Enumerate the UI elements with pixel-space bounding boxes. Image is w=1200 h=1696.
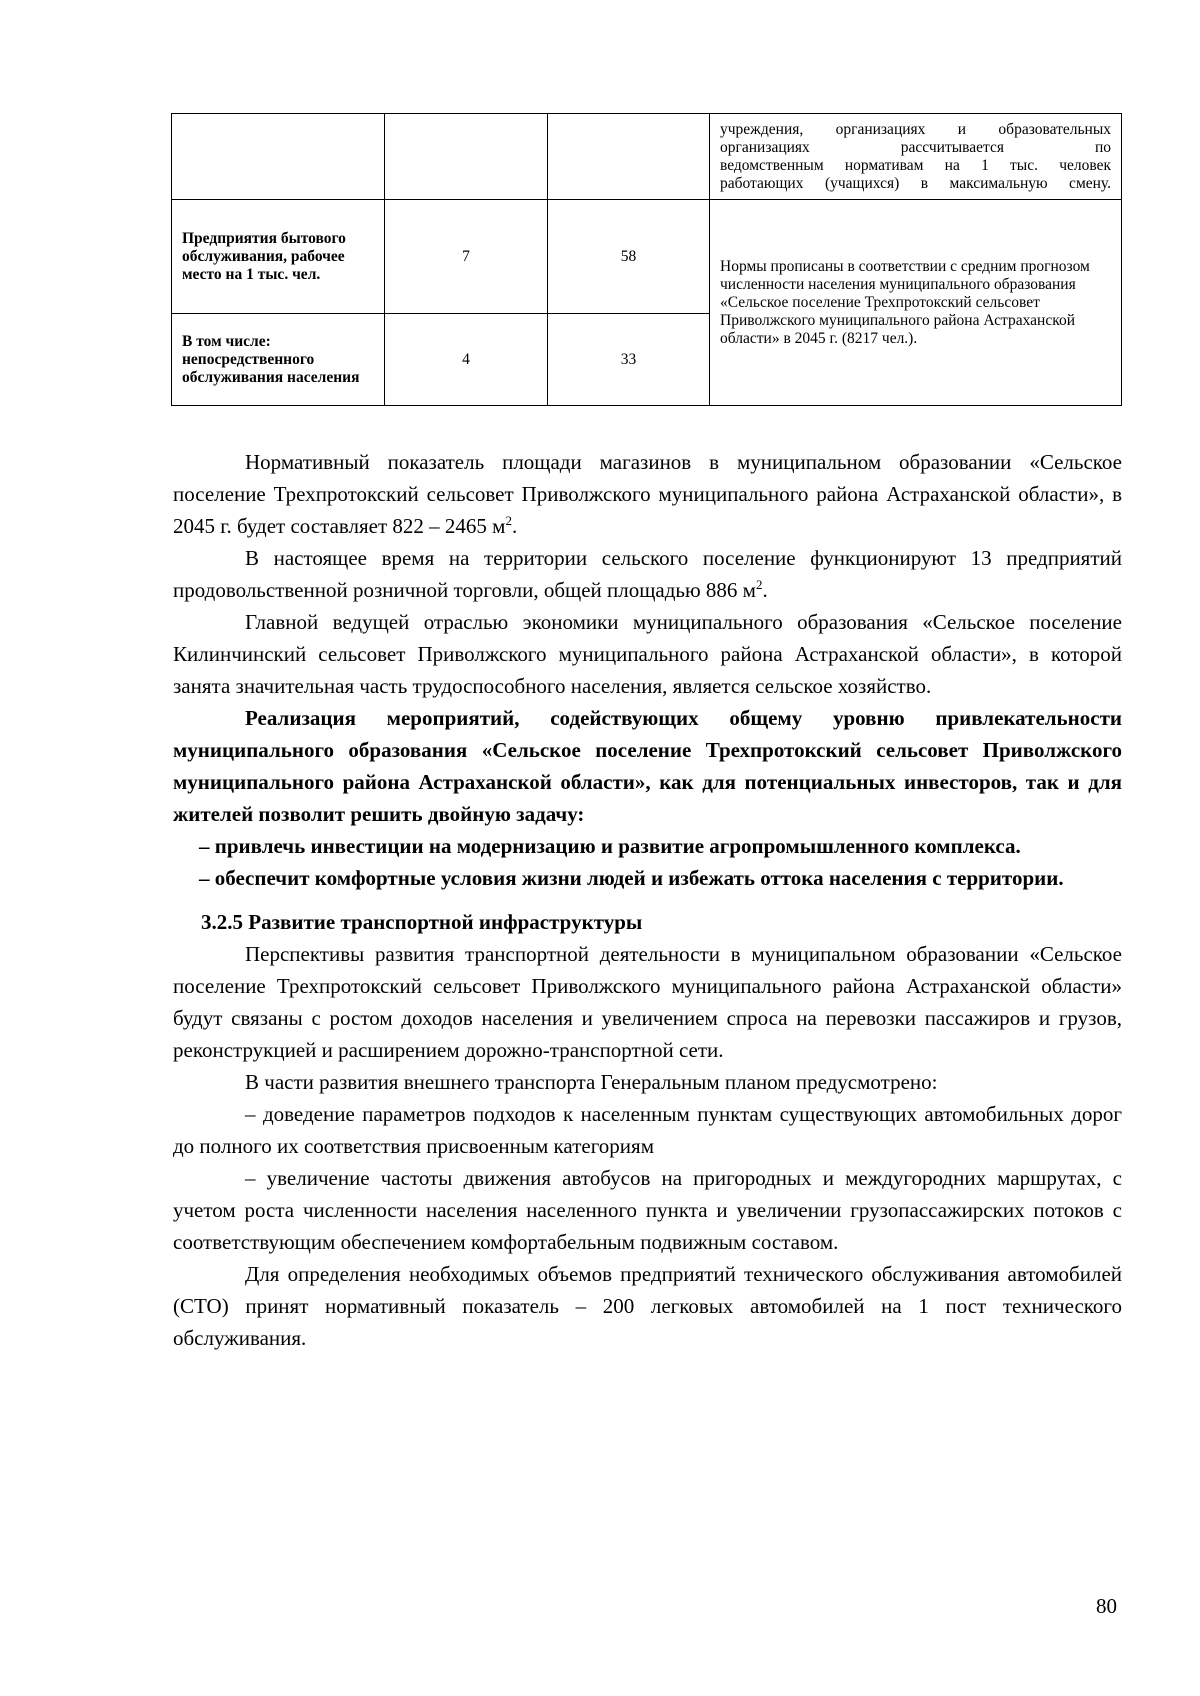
services-table	[171, 113, 1122, 406]
document-body	[173, 446, 1122, 1354]
table-cell-empty	[385, 114, 548, 200]
table-cell-empty	[172, 114, 385, 200]
table-cell-service-name: В том числе: непосредственного обслуживания населения	[172, 314, 385, 406]
superscript: 2	[505, 513, 512, 528]
list-item: – увеличение частоты движения автобусов на пригородных и междугородних маршрутах, с учетом роста численности населения населенного пункта и увеличении грузопассажирских потоков с соответствующим обеспечением комфортабельным подвижным составом.	[173, 1166, 1122, 1254]
table-row	[172, 114, 1122, 200]
paragraph	[173, 446, 1122, 542]
bold-paragraph: Реализация мероприятий, содействующих общему уровню привлекательности муниципального образования «Сельское поселение Трехпротокский сельсовет Приволжского муниципального района Астраханской области», как для потенциальных инвесторов, так и для жителей позволит решить двойную задачу:	[173, 706, 1122, 826]
paragraph: Главной ведущей отраслью экономики муниципального образования «Сельское поселение Килинчинский сельсовет Приволжского муниципального района Астраханской области», в которой занята значительная часть трудоспособного населения, является сельское хозяйство.	[173, 610, 1122, 698]
paragraph-text: В настоящее время на территории сельского поселение функционируют 13 предприятий продовольственной розничной торговли, общей площадью 886 м	[173, 546, 1122, 602]
note-line: ведомственным нормативам на 1 тыс. человек	[720, 156, 1111, 174]
table-cell-merged-note: Нормы прописаны в соответствии с средним прогнозом численности населения муниципального образования «Сельское поселение Трехпротокский сельсовет Приволжского муниципального района Астраханской области» в 2045 г. (8217 чел.).	[710, 200, 1122, 406]
list-item: – доведение параметров подходов к населенным пунктам существующих автомобильных дорог до полного их соответствия присвоенным категориям	[173, 1102, 1122, 1158]
paragraph: Для определения необходимых объемов предприятий технического обслуживания автомобилей (СТО) принят нормативный показатель – 200 легковых автомобилей на 1 пост технического обслуживания.	[173, 1262, 1122, 1350]
superscript: 2	[755, 577, 763, 592]
table-cell-empty	[548, 114, 710, 200]
paragraph: Перспективы развития транспортной деятельности в муниципальном образовании «Сельское поселение Трехпротокский сельсовет Приволжского муниципального района Астраханской области» будут связаны с ростом доходов населения и увеличением спроса на перевозки пассажиров и грузов, реконструкцией и расширением дорожно-транспортной сети.	[173, 942, 1122, 1062]
table-cell-service-name: Предприятия бытового обслуживания, рабочее место на 1 тыс. чел.	[172, 200, 385, 314]
punctuation: .	[511, 514, 518, 538]
punctuation: .	[762, 578, 768, 602]
page-number: 80	[1096, 1594, 1117, 1618]
note-line: организациях рассчитывается по	[720, 138, 1111, 156]
section-heading: 3.2.5 Развитие транспортной инфраструктуры	[201, 910, 643, 934]
paragraph-text: Нормативный показатель площади магазинов в муниципальном образовании «Сельское поселение Трехпротокский сельсовет Приволжского муниципального района Астраханской области», в 2045 г. будет составляет 822 – 2465 м	[173, 450, 1122, 538]
table-cell-value: 7	[385, 200, 548, 314]
table-cell-value: 4	[385, 314, 548, 406]
bold-list-item: – обеспечит комфортные условия жизни людей и избежать оттока населения с территории.	[199, 866, 1064, 890]
table-cell-value: 58	[548, 200, 710, 314]
note-line: работающих (учащихся) в максимальную смену.	[720, 174, 1111, 192]
paragraph	[173, 542, 1122, 606]
bold-list-item: – привлечь инвестиции на модернизацию и развитие агропромышленного комплекса.	[199, 834, 1021, 858]
table-row	[172, 200, 1122, 314]
table-cell-note-continued	[710, 114, 1122, 200]
paragraph: В части развития внешнего транспорта Генеральным планом предусмотрено:	[245, 1070, 938, 1094]
table-cell-value: 33	[548, 314, 710, 406]
note-line: учреждения, организациях и образовательных	[720, 120, 1111, 138]
